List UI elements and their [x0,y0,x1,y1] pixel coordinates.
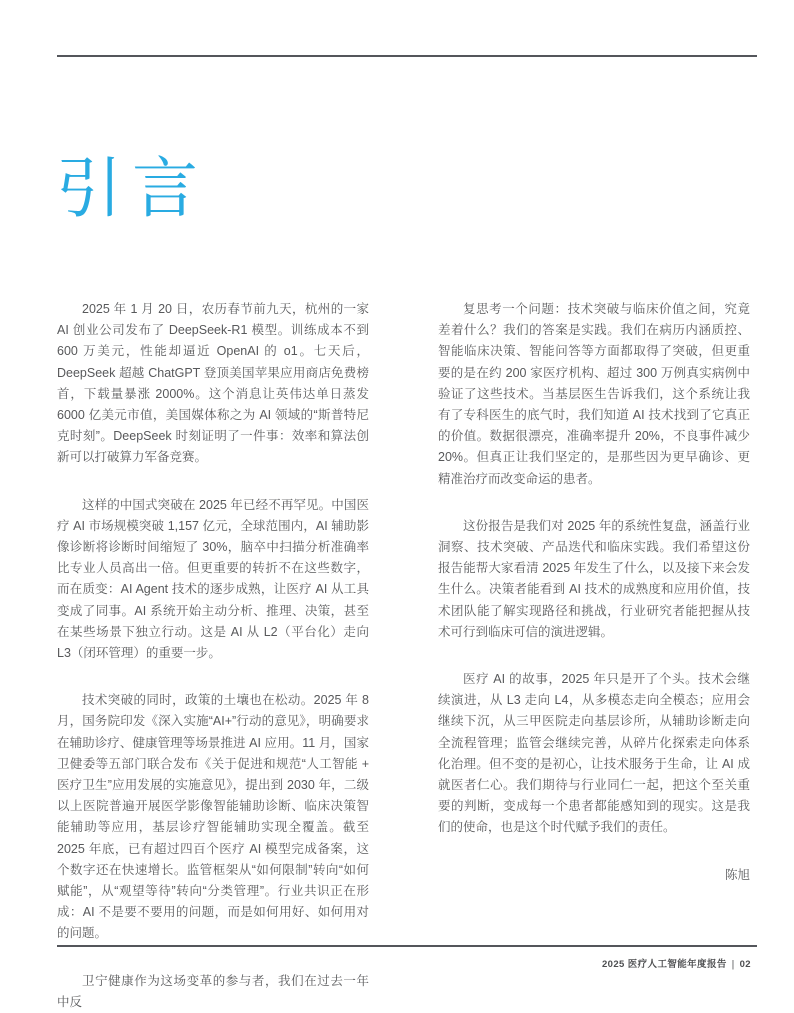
footer-page-number: 02 [739,959,751,970]
footer-report-title: 2025 医疗人工智能年度报告 [601,959,727,970]
right-column [438,299,750,886]
footer-separator: | [731,958,735,971]
page-footer [602,956,751,970]
left-column [57,299,369,1013]
paragraph-right-3: 医疗 AI 的故事，2025 年只是开了个头。技术会继续演进，从 L3 走向 L4，从多模态走向全模态；应用会继续下沉，从三甲医院走向基层诊所，从辅助诊断走向全流程管理；监管会继续完善，从碎片化探索走向体系化治理。但不变的是初心，让技术服务于生命，让 AI 成就医者仁心。我们期待与行业同仁一起，把这个至关重要的判断，变成每一个患者都能感知到的现实。这是我们的使命，也是这个时代赋予我们的责任。 [438,672,750,835]
paragraph-left-4: 卫宁健康作为这场变革的参与者，我们在过去一年中反 [57,973,369,1009]
paragraph-left-3: 技术突破的同时，政策的土壤也在松动。2025 年 8 月，国务院印发《深入实施“AI+”行动的意见》，明确要求在辅助诊疗、健康管理等场景推进 AI 应用。11 月，国家卫健委等五部门联合发布《关于促进和规范“人工智能 + 医疗卫生”应用发展的实施意见》，提出到 2030 年，二级以上医院普遍开展医学影像智能辅助诊断、临床决策智能辅助等应用，基层诊疗智能辅助实现全覆盖。截至 2025 年底，已有超过四百个医疗 AI 模型完成备案，这个数字还在快速增长。监管框架从“如何限制”转向“如何赋能”，从“观望等待”转向“分类管理”。行业共识正在形成：AI 不是要不要用的问题，而是如何用好、如何用对的问题。 [57,693,369,941]
paragraph-left-2: 这样的中国式突破在 2025 年已经不再罕见。中国医疗 AI 市场规模突破 1,157 亿元，全球范围内，AI 辅助影像诊断将诊断时间缩短了 30%，脑卒中扫描分析准确率比专业人员高出一倍。但更重要的转折不在这些数字，而在质变：AI Agent 技术的逐步成熟，让医疗 AI 从工具变成了同事。AI 系统开始主动分析、推理、决策，甚至在某些场景下独立行动。这是 AI 从 L2（平台化）走向 L3（闭环管理）的重要一步。 [57,497,369,661]
page-title: 引言 [56,151,208,225]
paragraph-right-1: 复思考一个问题：技术突破与临床价值之间，究竟差着什么？我们的答案是实践。我们在病历内涵质控、智能临床决策、智能问答等方面都取得了突破，但更重要的是在约 200 家医疗机构、超过 300 万例真实病例中验证了这些技术。当基层医生告诉我们，这个系统让我有了专科医生的底气时，我们知道 AI 技术找到了它真正的价值。数据很漂亮，准确率提升 20%，不良事件减少 20%。但真正让我们坚定的，是那些因为更早确诊、更精准治疗而改变命运的患者。 [438,302,750,486]
author-signature: 陈旭 [724,867,750,882]
footer-divider [57,945,757,947]
paragraph-right-2: 这份报告是我们对 2025 年的系统性复盘，涵盖行业洞察、技术突破、产品迭代和临床实践。我们希望这份报告能帮大家看清 2025 年发生了什么，以及接下来会发生什么。决策者能看到 AI 技术的成熟度和应用价值，技术团队能了解实现路径和挑战，行业研究者能把握从技术可行到临床可信的演进逻辑。 [438,518,750,639]
top-divider [57,55,757,57]
paragraph-left-1: 2025 年 1 月 20 日，农历春节前九天，杭州的一家 AI 创业公司发布了 DeepSeek-R1 模型。训练成本不到 600 万美元，性能却逼近 OpenAI 的 o1。七天后，DeepSeek 超越 ChatGPT 登顶美国苹果应用商店免费榜首，下载量暴涨 2000%。这个消息让英伟达单日蒸发 6000 亿美元市值，美国媒体称之为 AI 领域的“斯普特尼克时刻”。DeepSeek 时刻证明了一件事：效率和算法创新可以打破算力军备竞赛。 [57,302,369,465]
